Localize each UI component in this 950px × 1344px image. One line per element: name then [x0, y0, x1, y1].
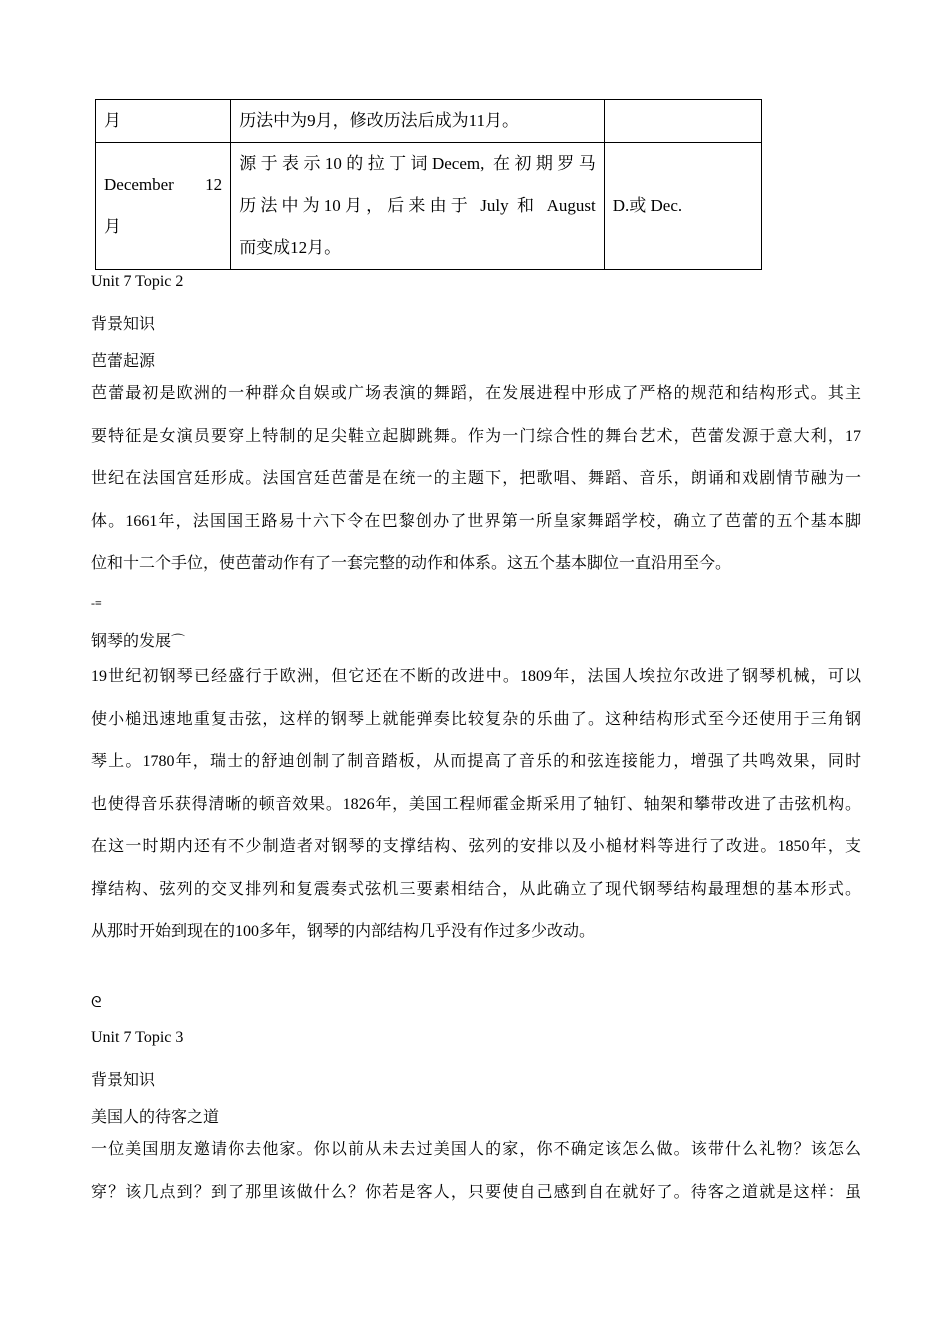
origin-line: 历法中为10月，后来由于 July 和 August	[239, 196, 596, 215]
piano-paragraph	[91, 656, 861, 954]
small-mark-icon: -≡	[91, 596, 102, 610]
paragraph-line: 琴上。1780年，瑞士的舒迪创制了制音踏板，从而提高了音乐的和弦连接能力，增强了共鸣效果，同时	[91, 753, 861, 770]
unit-title: Unit 7 Topic 3	[91, 1029, 184, 1046]
squiggle-mark-icon: ᘓ	[91, 995, 102, 1011]
month-name: December 12	[104, 175, 223, 194]
paragraph-line: 也使得音乐获得清晰的顿音效果。1826年，美国工程师霍金斯采用了轴钉、轴架和攀带改进了击弦机构。	[91, 795, 861, 813]
paragraph-line: 从那时开始到现在的100多年，钢琴的内部结构几乎没有作过多少改动。	[91, 923, 596, 940]
month-table	[95, 99, 762, 270]
section-heading: 芭蕾起源	[91, 353, 156, 370]
paragraph-line: 19世纪初钢琴已经盛行于欧洲，但它还在不断的改进中。1809年，法国人埃拉尔改进了钢琴机械，可以	[91, 668, 861, 685]
table-row	[96, 100, 762, 143]
paragraph-line: 芭蕾最初是欧洲的一种群众自娱或广场表演的舞蹈，在发展进程中形成了严格的规范和结构形式。其主	[91, 385, 861, 402]
origin-cell	[231, 143, 605, 270]
unit-title: Unit 7 Topic 2	[91, 273, 184, 290]
paragraph-line: 使小槌迅速地重复击弦，这样的钢琴上就能弹奏比较复杂的乐曲了。这种结构形式至今还使用于三角钢	[91, 710, 861, 728]
section-heading: 美国人的待客之道	[91, 1109, 220, 1126]
paragraph-line: 体。1661年，法国国王路易十六下令在巴黎创办了世界第一所皇家舞蹈学校，确立了芭蕾的五个基本脚	[91, 512, 861, 530]
origin-line: 而变成12月。	[239, 238, 342, 257]
month-cell: 月	[96, 100, 231, 143]
paragraph-line: 世纪在法国宫廷形成。法国宫廷芭蕾是在统一的主题下，把歌唱、舞蹈、音乐，朗诵和戏剧情节融为一	[91, 470, 861, 487]
section-heading	[91, 628, 185, 651]
section-label: 背景知识	[91, 316, 156, 333]
paragraph-line: 要特征是女演员要穿上特制的足尖鞋立起脚跳舞。作为一门综合性的舞台艺术，芭蕾发源于意大利，17	[91, 427, 861, 445]
section-heading-text: 钢琴的发展	[91, 633, 172, 650]
hospitality-paragraph	[91, 1129, 861, 1214]
paragraph-line: 一位美国朋友邀请你去他家。你以前从未去过美国人的家，你不确定该怎么做。该带什么礼物？该怎么	[91, 1141, 861, 1158]
month-suffix: 月	[104, 217, 121, 236]
origin-line: 源于表示10的拉丁词Decem, 在初期罗马	[239, 154, 596, 173]
origin-cell: 历法中为9月，修改历法后成为11月。	[231, 100, 605, 143]
section-label: 背景知识	[91, 1072, 156, 1089]
abbr-cell	[604, 100, 761, 143]
paragraph-line: 在这一时期内还有不少制造者对钢琴的支撑结构、弦列的安排以及小槌材料等进行了改进。1850年，支	[91, 838, 861, 855]
month-cell	[96, 143, 231, 270]
paragraph-line: 穿？该几点到？到了那里该做什么？你若是客人，只要使自己感到自在就好了。待客之道就是这样：虽	[91, 1183, 861, 1201]
paragraph-line: 撑结构、弦列的交叉排列和复震奏式弦机三要素相结合，从此确立了现代钢琴结构最理想的基本形式。	[91, 880, 861, 898]
paragraph-line: 位和十二个手位，使芭蕾动作有了一套完整的动作和体系。这五个基本脚位一直沿用至今。	[91, 555, 732, 572]
ballet-paragraph	[91, 373, 861, 586]
table-row	[96, 143, 762, 270]
bracket-mark-icon: ⌒	[171, 635, 186, 650]
abbr-cell: D.或 Dec.	[604, 143, 761, 270]
